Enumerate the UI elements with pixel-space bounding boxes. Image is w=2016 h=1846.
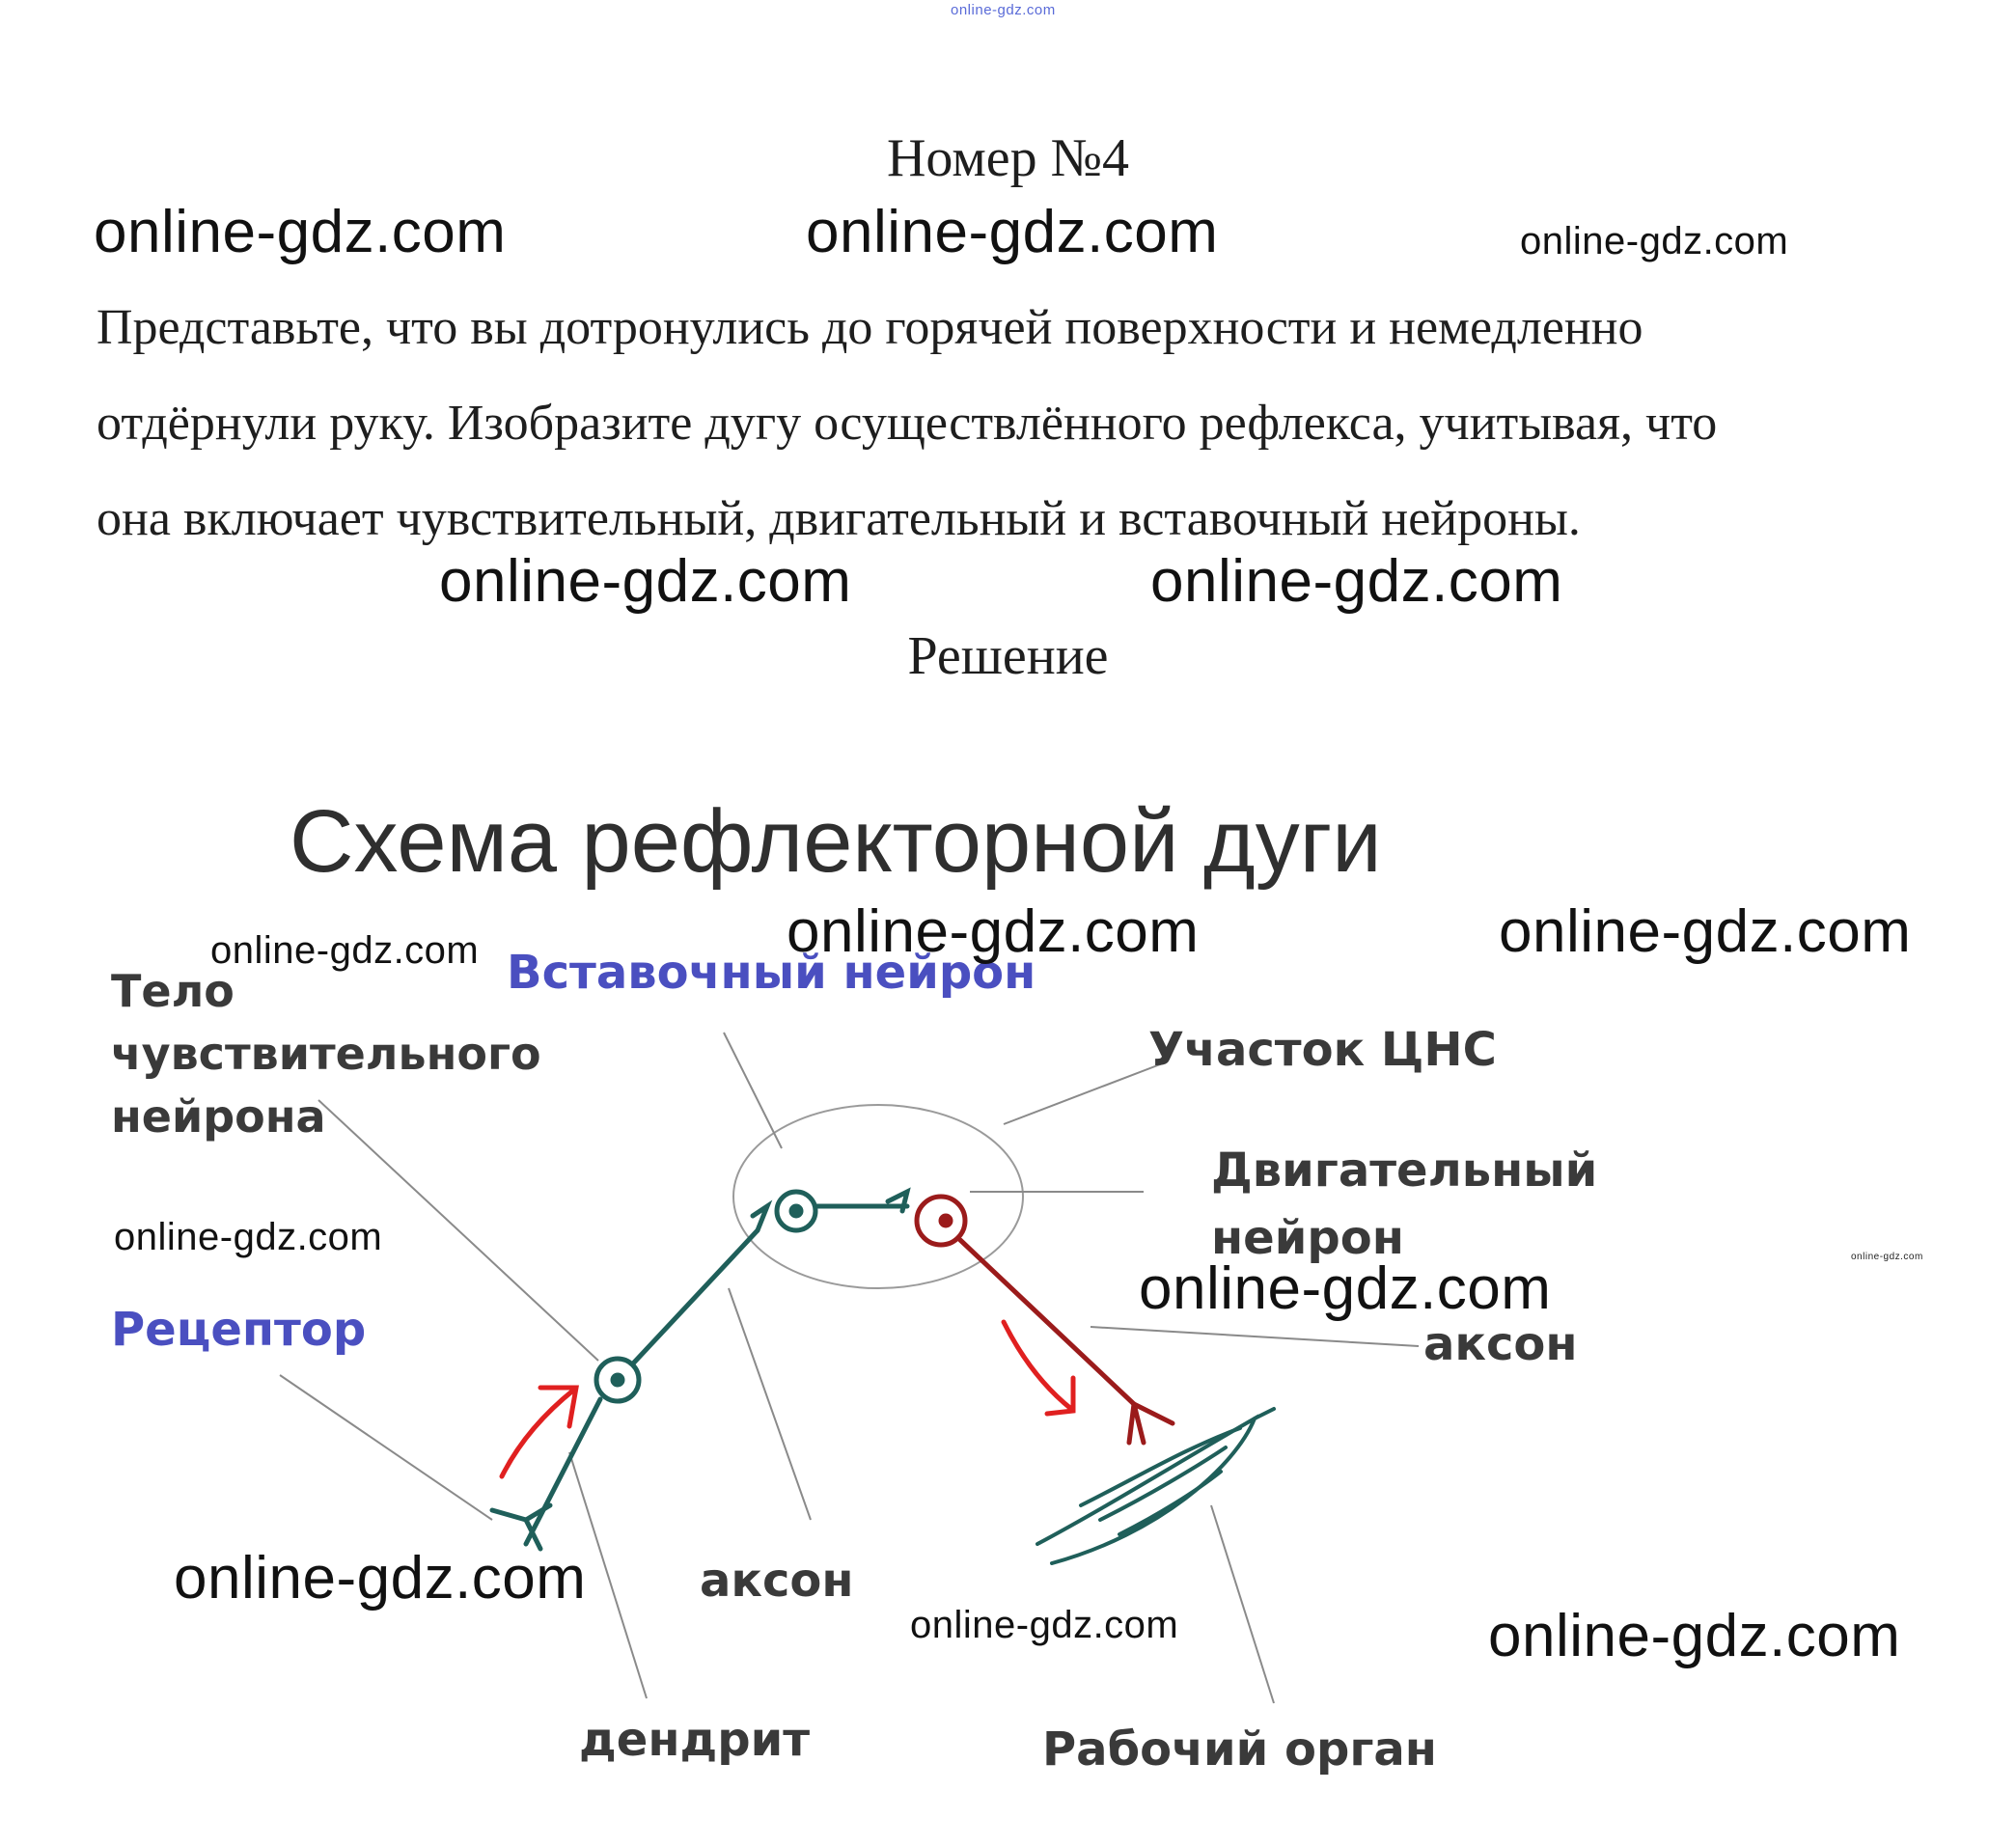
motor-neuron [917,1197,1173,1443]
label-motor-1: Двигательный [1211,1143,1598,1198]
watermark: online-gdz.com [910,1604,1179,1646]
leader-line-motor-axon [1091,1327,1419,1346]
watermark: online-gdz.com [1851,1252,1923,1262]
watermark: online-gdz.com [1139,1255,1552,1322]
watermark: online-gdz.com [806,199,1219,265]
watermark: online-gdz.com [1520,220,1789,262]
task-number: Номер №4 [886,128,1130,188]
solution-heading: Решение [907,626,1109,686]
watermark: online-gdz.com [114,1216,383,1258]
watermark: online-gdz.com [1488,1603,1901,1669]
watermark: online-gdz.com [1150,548,1563,615]
label-sensory-axon: аксон [700,1554,854,1608]
watermark: online-gdz.com [210,929,480,972]
label-effector: Рабочий орган [1042,1722,1437,1777]
watermark: online-gdz.com [1499,898,1912,965]
problem-line-3: она включает чувствительный, двигательный и вставочный нейроны. [97,491,1581,546]
watermark: online-gdz.com [439,548,852,615]
problem-line-1: Представьте, что вы дотронулись до горячей поверхности и немедленно [97,300,1643,355]
effector-muscle [1037,1409,1274,1563]
diagram-title: Схема рефлекторной дуги [290,792,1382,891]
label-receptor: Рецептор [111,1303,367,1357]
leader-line-effector [1211,1505,1274,1703]
watermark: online-gdz.com [94,199,507,265]
label-dendrite: дендрит [579,1713,811,1767]
label-cns: Участок ЦНС [1148,1023,1497,1077]
watermark: online-gdz.com [174,1545,587,1612]
label-sensory-body-3: нейрона [111,1090,326,1143]
leader-line-cns [1004,1061,1168,1124]
label-motor-2: нейрон [1211,1211,1404,1265]
label-sensory-body-2: чувствительного [111,1028,541,1080]
watermark-top: online-gdz.com [951,2,1056,18]
label-motor-axon: аксон [1423,1317,1578,1371]
problem-line-2: отдёрнули руку. Изобразите дугу осуществлённого рефлекса, учитывая, что [97,396,1718,451]
leader-line-interneuron [724,1033,782,1148]
leader-line-sensory-axon [729,1288,811,1520]
label-interneuron: Вставочный нейрон [507,946,1036,1000]
watermark: online-gdz.com [787,898,1200,965]
label-sensory-body-1: Тело [111,965,235,1017]
sensory-neuron [492,1192,907,1549]
leader-line-receptor [280,1375,492,1520]
